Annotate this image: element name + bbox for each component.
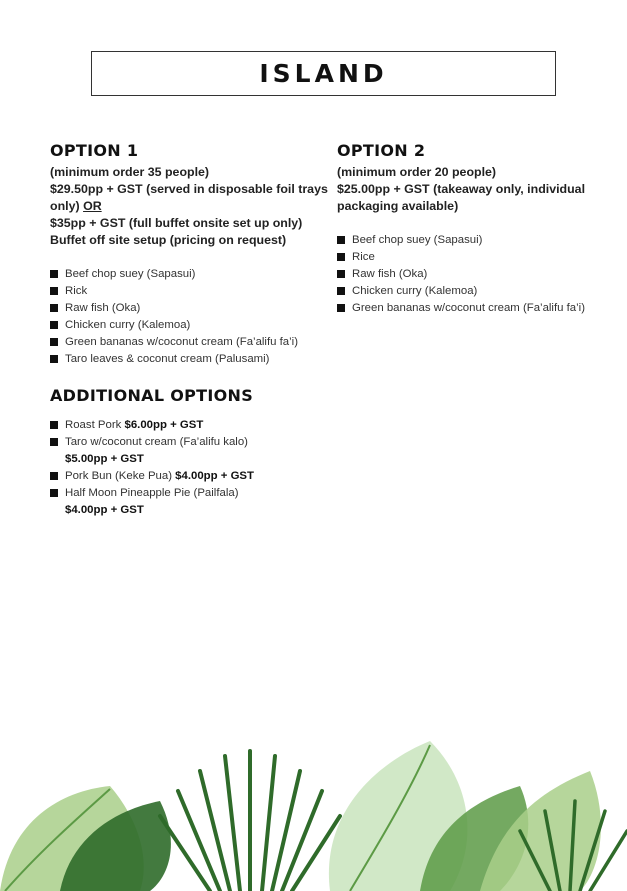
option-2-min-order: (minimum order 20 people) xyxy=(337,165,497,179)
option-1-heading: OPTION 1 xyxy=(50,141,139,160)
square-bullet-icon xyxy=(337,253,345,261)
list-item: Taro w/coconut cream (Fa’alifu kalo) $5.00pp + GST xyxy=(50,434,335,468)
list-item: Chicken curry (Kalemoa) xyxy=(50,317,335,334)
square-bullet-icon xyxy=(50,321,58,329)
list-item: Taro leaves & coconut cream (Palusami) xyxy=(50,351,335,368)
list-item: Raw fish (Oka) xyxy=(337,266,617,283)
option-1-menu-list xyxy=(50,266,335,368)
list-item: Beef chop suey (Sapasui) xyxy=(50,266,335,283)
list-item: Rick xyxy=(50,283,335,300)
option-2-heading: OPTION 2 xyxy=(337,141,426,160)
list-item: Beef chop suey (Sapasui) xyxy=(337,232,617,249)
tropical-leaves-decoration xyxy=(0,731,627,891)
list-item: Green bananas w/coconut cream (Fa’alifu fa’i) xyxy=(50,334,335,351)
list-item: Roast Pork $6.00pp + GST xyxy=(50,417,335,434)
square-bullet-icon xyxy=(50,355,58,363)
square-bullet-icon xyxy=(337,304,345,312)
option-1-or-label: OR xyxy=(83,199,102,213)
square-bullet-icon xyxy=(50,421,58,429)
list-item: Chicken curry (Kalemoa) xyxy=(337,283,617,300)
option-1-price-1-text: $29.50pp + GST (served in disposable foil trays only) xyxy=(50,182,328,213)
title-box xyxy=(91,51,556,96)
option-2-menu-list xyxy=(337,232,617,317)
list-item: Raw fish (Oka) xyxy=(50,300,335,317)
list-item: Rice xyxy=(337,249,617,266)
square-bullet-icon xyxy=(337,287,345,295)
additional-options-section xyxy=(50,386,335,519)
option-2-price-1: $25.00pp + GST (takeaway only, individual packaging available) xyxy=(337,182,586,213)
square-bullet-icon xyxy=(50,438,58,446)
square-bullet-icon xyxy=(50,304,58,312)
square-bullet-icon xyxy=(50,338,58,346)
square-bullet-icon xyxy=(337,236,345,244)
square-bullet-icon xyxy=(337,270,345,278)
palm-fronds xyxy=(160,751,340,891)
option-1-price-2: $35pp + GST (full buffet onsite set up only) xyxy=(50,216,303,230)
option-1-price-1 xyxy=(50,181,335,215)
option-1-min-order: (minimum order 35 people) xyxy=(50,165,210,179)
square-bullet-icon xyxy=(50,270,58,278)
list-item: Pork Bun (Keke Pua) $4.00pp + GST xyxy=(50,468,335,485)
additional-options-heading: ADDITIONAL OPTIONS xyxy=(50,386,254,405)
square-bullet-icon xyxy=(50,489,58,497)
square-bullet-icon xyxy=(50,287,58,295)
option-1-section xyxy=(50,141,335,519)
list-item: Half Moon Pineapple Pie (Pailfala) $4.00pp + GST xyxy=(50,485,335,519)
list-item: Green bananas w/coconut cream (Fa’alifu fa’i) xyxy=(337,300,617,317)
option-2-section xyxy=(337,141,617,317)
page-title: ISLAND xyxy=(259,59,388,88)
option-1-price-3: Buffet off site setup (pricing on request) xyxy=(50,233,287,247)
additional-options-list xyxy=(50,417,335,519)
square-bullet-icon xyxy=(50,472,58,480)
